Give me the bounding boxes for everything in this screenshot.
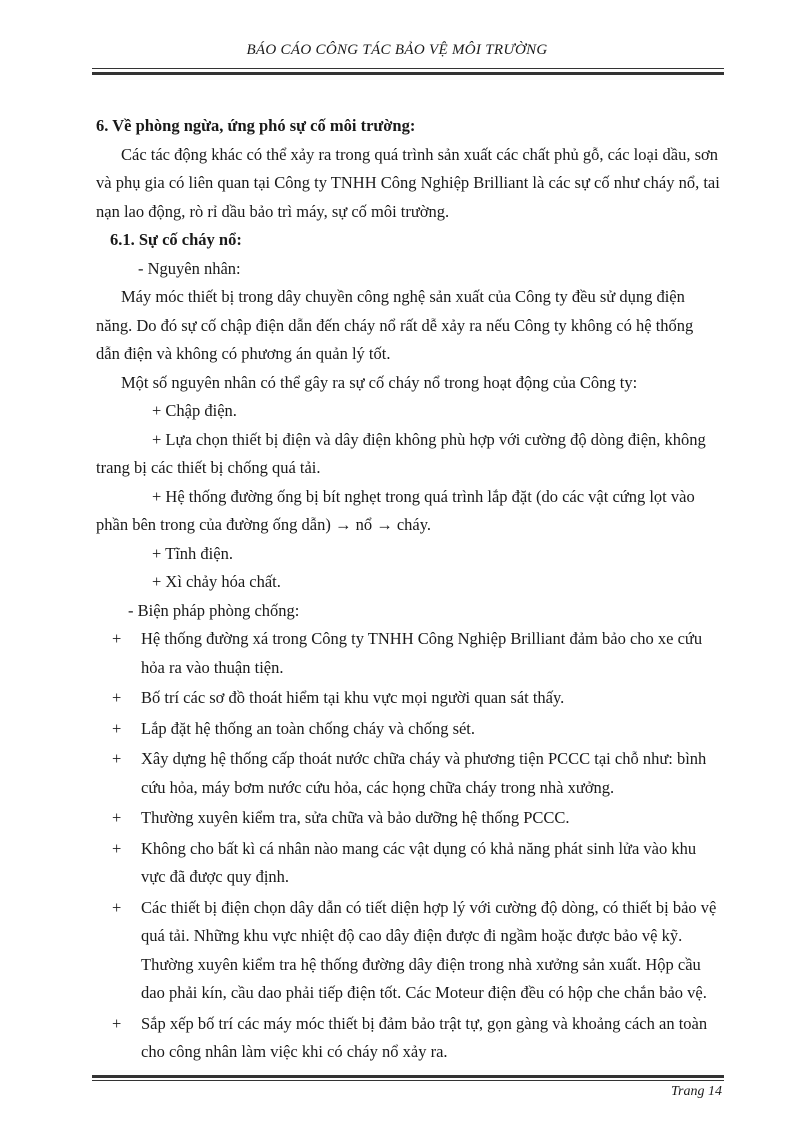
plus-bullet: + bbox=[112, 838, 122, 858]
plus-bullet: + bbox=[112, 718, 122, 738]
cause-text: Máy móc thiết bị trong dây chuyền công nghệ sản xuất của Công ty đều sử dụng điện năng. Do đó sự cố chập điện dẫn đến cháy nổ rất dễ xảy ra nếu Công ty không có hệ thống dẫn điện và không có phương án quản lý tốt. bbox=[96, 287, 694, 363]
section-intro: Các tác động khác có thể xảy ra trong quá trình sản xuất các chất phủ gỗ, các loại dầu, sơn và phụ gia có liên quan tại Công ty TNHH Công Nghiệp Brilliant là các sự cố như cháy nổ, tai nạn lao động, rò rỉ dầu bảo trì máy, sự cố môi trường. bbox=[96, 144, 720, 221]
cause-item: + Lựa chọn thiết bị điện và dây điện không phù hợp với cường độ dòng điện, không trang bị các thiết bị chống quá tải. bbox=[96, 429, 706, 477]
plus-bullet: + bbox=[112, 808, 122, 827]
cause-item: + Xì chảy hóa chất. bbox=[152, 572, 281, 591]
measure-text: Các thiết bị điện chọn dây dẫn có tiết diện hợp lý với cường độ dòng, có thiết bị bảo vệ quá tải. Những khu vực nhiệt độ cao dây điện được đi ngầm hoặc được bảo vệ kỹ. Thường xuyên kiểm tra hệ thống đường dây điện trong nhà xưởng sản xuất. Hộp cầu dao phải kín, cầu dao phải tiếp điện tốt. Các Moteur điện đều có hộp che chắn bảo vệ. bbox=[141, 897, 717, 1002]
page-header-title: BÁO CÁO CÔNG TÁC BẢO VỆ MÔI TRƯỜNG bbox=[246, 42, 548, 58]
subsection-heading: 6.1. Sự cố cháy nổ: bbox=[110, 230, 242, 249]
measure-text: Xây dựng hệ thống cấp thoát nước chữa cháy và phương tiện PCCC tại chỗ như: bình cứu hỏa, máy bơm nước cứu hỏa, các họng chữa cháy trong nhà xưởng. bbox=[141, 749, 707, 797]
measure-item bbox=[96, 684, 720, 713]
plus-bullet: + bbox=[112, 897, 122, 917]
measure-item bbox=[96, 894, 720, 1008]
plus-bullet: + bbox=[112, 749, 122, 768]
measure-text: Bố trí các sơ đồ thoát hiểm tại khu vực mọi người quan sát thấy. bbox=[141, 688, 565, 707]
cause-item: + Hệ thống đường ống bị bít nghẹt trong quá trình lắp đặt (do các vật cứng lọt vào phần bên trong của đường ống dẫn) → nổ → cháy. bbox=[96, 486, 695, 534]
measure-item bbox=[96, 715, 720, 744]
measure-text: Lắp đặt hệ thống an toàn chống cháy và chống sét. bbox=[141, 718, 476, 738]
measure-text: Thường xuyên kiểm tra, sửa chữa và bảo dưỡng hệ thống PCCC. bbox=[141, 808, 570, 827]
measure-item bbox=[96, 835, 720, 892]
measure-text: Không cho bất kì cá nhân nào mang các vật dụng có khả năng phát sinh lửa vào khu vực đã được quy định. bbox=[141, 838, 697, 886]
plus-bullet: + bbox=[112, 629, 122, 648]
measure-text: Hệ thống đường xá trong Công ty TNHH Công Nghiệp Brilliant đảm bảo cho xe cứu hỏa ra vào thuận tiện. bbox=[141, 629, 703, 677]
header-rule-thick bbox=[92, 72, 724, 75]
measure-item bbox=[96, 745, 720, 802]
footer-rule-thick bbox=[92, 1075, 724, 1078]
cause-list-intro: Một số nguyên nhân có thể gây ra sự cố cháy nổ trong hoạt động của Công ty: bbox=[121, 372, 638, 392]
cause-item: + Chập điện. bbox=[152, 401, 237, 420]
page-number: Trang 14 bbox=[671, 1084, 722, 1099]
section-heading: 6. Về phòng ngừa, ứng phó sự cố môi trường: bbox=[96, 116, 416, 135]
plus-bullet: + bbox=[112, 1013, 122, 1033]
measure-item bbox=[96, 1010, 720, 1067]
document-body bbox=[96, 100, 720, 1069]
footer-rule bbox=[92, 1080, 724, 1081]
measure-item bbox=[96, 625, 720, 682]
measures-label: - Biện pháp phòng chống: bbox=[128, 600, 300, 620]
measure-item bbox=[96, 804, 720, 833]
measure-text: Sắp xếp bố trí các máy móc thiết bị đảm bảo trật tự, gọn gàng và khoảng cách an toàn cho công nhân làm việc khi có cháy nổ xảy ra. bbox=[141, 1013, 708, 1061]
cause-item: + Tĩnh điện. bbox=[152, 543, 233, 563]
header-rule bbox=[92, 68, 724, 69]
cause-label: - Nguyên nhân: bbox=[138, 258, 241, 278]
plus-bullet: + bbox=[112, 688, 122, 707]
